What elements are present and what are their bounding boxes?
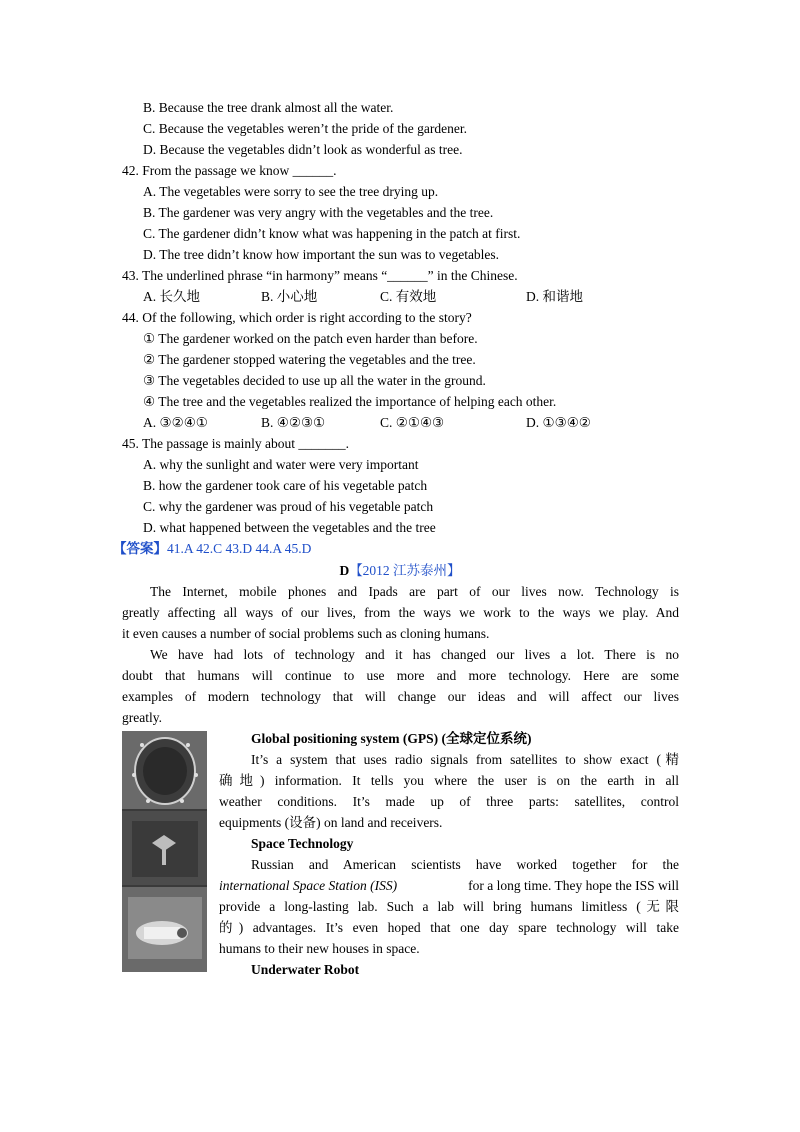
paragraph-1-line-1: The Internet, mobile phones and Ipads are part of our lives now. Technology is (150, 584, 679, 599)
iss-name: international Space Station (ISS) (219, 878, 398, 893)
q43-option-b: B. 小心地 (261, 289, 318, 304)
space-line-2-rest: for a long time. They hope the ISS will (468, 878, 679, 893)
gps-line-1: It’s a system that uses radio signals from satellites to show exact (精 (251, 752, 679, 767)
section-source: 【2012 江苏泰州】 (349, 563, 461, 578)
q45-stem: 45. The passage is mainly about _______. (122, 436, 349, 451)
q45-option-d: D. what happened between the vegetables and the tree (143, 520, 436, 535)
space-line-1: Russian and American scientists have worked together for the (251, 857, 679, 872)
space-line-2 (219, 876, 679, 896)
underwater-heading: Underwater Robot (251, 962, 360, 977)
q43-stem-rest: means “______” in the Chinese. (343, 268, 518, 283)
space-line-5: humans to their new houses in space. (219, 941, 420, 956)
q42-option-b: B. The gardener was very angry with the vegetables and the tree. (143, 205, 494, 220)
section-heading (0, 561, 800, 581)
answer-text: 41.A 42.C 43.D 44.A 45.D (167, 541, 312, 556)
gps-line-3: weather conditions. It’s made up of three parts: satellites, control (219, 794, 679, 809)
q41-option-d: D. Because the vegetables didn’t look as wonderful as tree. (143, 142, 463, 157)
paragraph-2-line-1: We have had lots of technology and it has changed our lives a lot. There is no (150, 647, 679, 662)
q44-option-d: D. ①③④② (526, 415, 591, 430)
q44-statement-2: ② The gardener stopped watering the vegetables and the tree. (143, 352, 476, 367)
gps-line-2: 确地) information. It tells you where the user is on the earth in all (219, 773, 679, 788)
q43-option-a: A. 长久地 (143, 289, 200, 304)
q44-option-c: C. ②①④③ (380, 415, 445, 430)
q42-option-a: A. The vegetables were sorry to see the tree drying up. (143, 184, 439, 199)
section-letter: D (339, 563, 350, 578)
technology-photo-graphic (122, 731, 207, 972)
space-heading: Space Technology (251, 836, 354, 851)
q42-option-c: C. The gardener didn’t know what was happening in the patch at first. (143, 226, 521, 241)
paragraph-1-line-3: it even causes a number of social problems such as cloning humans. (122, 626, 490, 641)
q45-option-a: A. why the sunlight and water were very important (143, 457, 419, 472)
paragraph-2-line-4: greatly. (122, 710, 162, 725)
paragraph-2-line-2: doubt that humans will continue to use more and more technology. Here are some (122, 668, 679, 683)
answer-key (113, 539, 311, 559)
paragraph-2-line-3: examples of modern technology that will change our ideas and will affect our lives (122, 689, 679, 704)
technology-photo (122, 731, 207, 972)
q44-statement-4: ④ The tree and the vegetables realized the importance of helping each other. (143, 394, 557, 409)
q44-statement-3: ③ The vegetables decided to use up all the water in the ground. (143, 373, 486, 388)
q43-option-d: D. 和谐地 (526, 289, 583, 304)
q42-option-d: D. The tree didn’t know how important the sun was to vegetables. (143, 247, 500, 262)
q44-option-b: B. ④②③① (261, 415, 326, 430)
q43-stem-pre: 43. The underlined phrase (122, 268, 263, 283)
q43-option-c: C. 有效地 (380, 289, 437, 304)
answer-label: 【答案】 (113, 541, 167, 556)
q45-option-c: C. why the gardener was proud of his vegetable patch (143, 499, 434, 514)
gps-heading: Global positioning system (GPS) (全球定位系统) (251, 731, 532, 746)
gps-line-4: equipments (设备) on land and receivers. (219, 815, 443, 830)
space-line-3: provide a long-lasting lab. Such a lab will bring humans limitless (无限 (219, 899, 679, 914)
q41-option-b: B. Because the tree drank almost all the water. (143, 100, 394, 115)
q43-stem (122, 266, 518, 286)
paragraph-1-line-2: greatly affecting all ways of our lives, from the ways we work to the ways we play. And (122, 605, 679, 620)
q44-option-a: A. ③②④① (143, 415, 208, 430)
q41-option-c: C. Because the vegetables weren’t the pride of the gardener. (143, 121, 467, 136)
space-line-4: 的) advantages. It’s even hoped that one day spare technology will take (219, 920, 679, 935)
q42-stem: 42. From the passage we know ______. (122, 163, 337, 178)
q44-statement-1: ① The gardener worked on the patch even harder than before. (143, 331, 478, 346)
q43-underlined-phrase: “in harmony” (266, 268, 340, 283)
q44-stem: 44. Of the following, which order is right according to the story? (122, 310, 472, 325)
q45-option-b: B. how the gardener took care of his vegetable patch (143, 478, 428, 493)
